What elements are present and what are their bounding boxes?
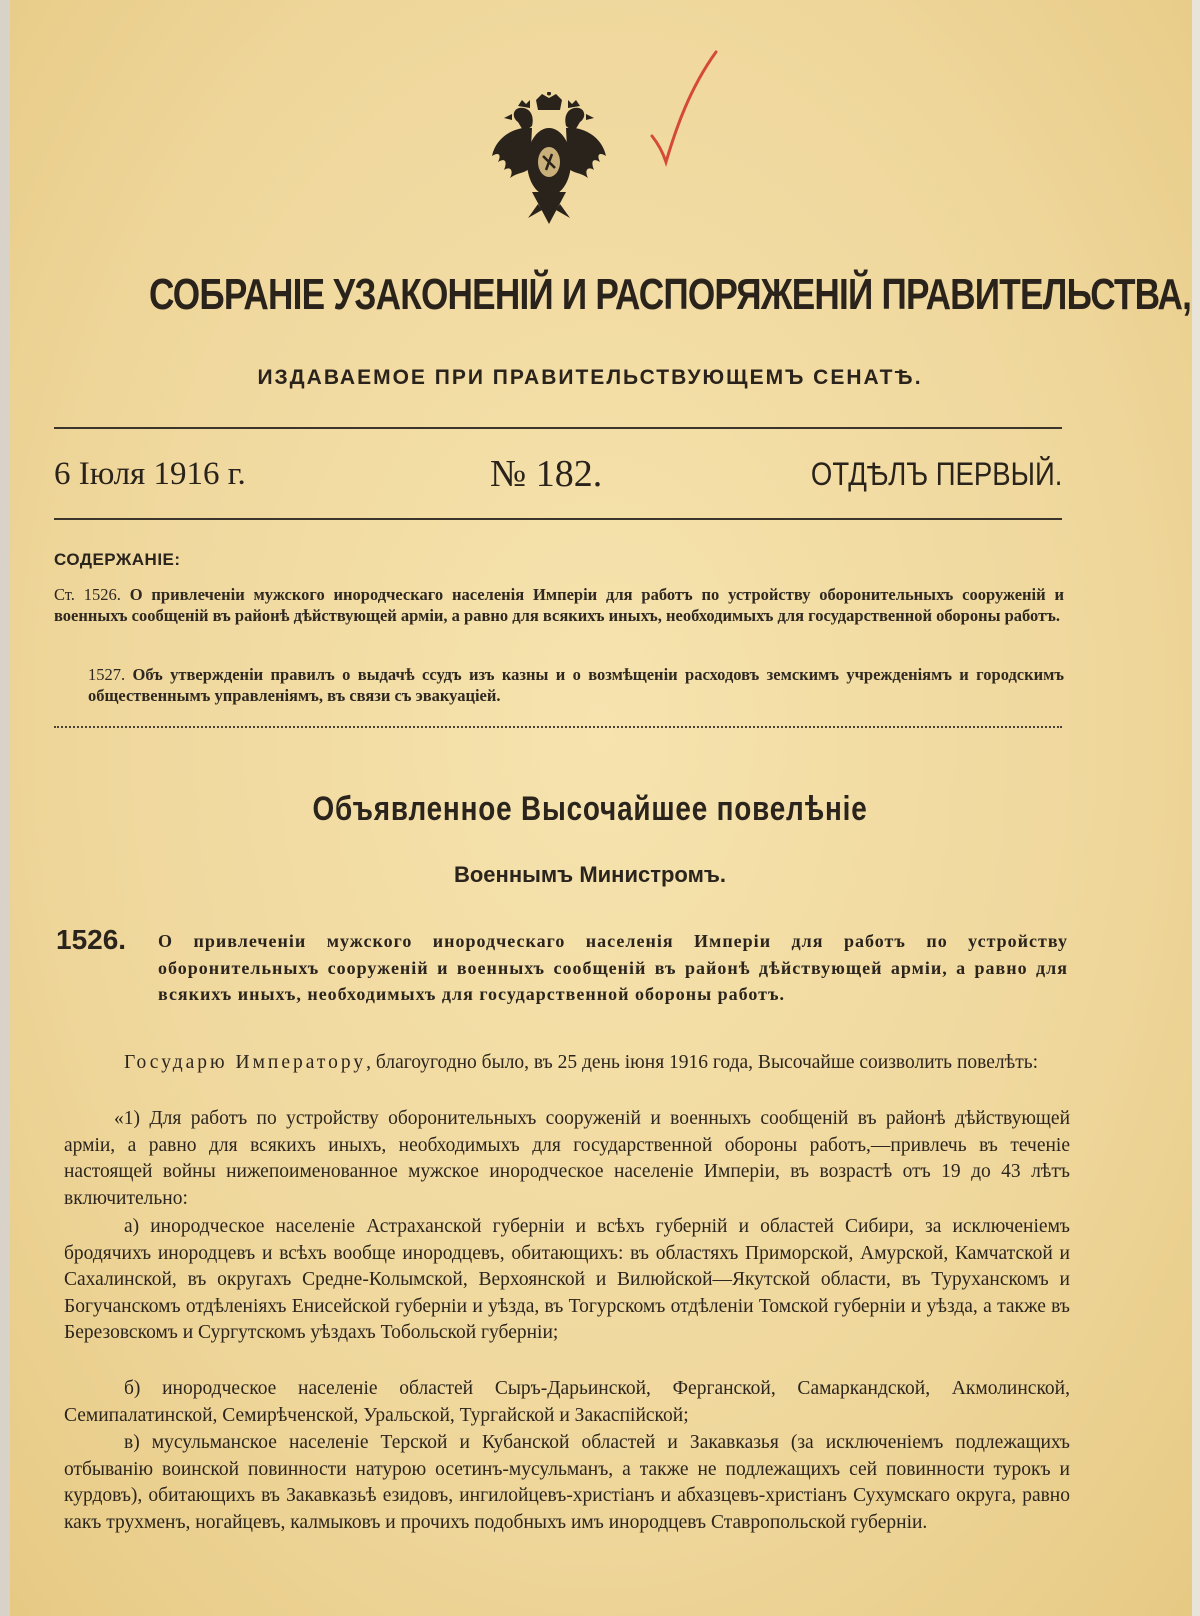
- paragraph-a-text: а) инородческое населеніе Астраханской губерніи и всѣхъ губерній и областей Сибири, за исключеніемъ бродячихъ инородцевъ и всѣхъ вообще инородцевъ, обитающихъ: въ областяхъ Приморской, Амурской, Камчатской и Сахалинской, въ округахъ Средне-Колымской, Верхоянской и Вилюйской—Якутской области, въ Туруханскомъ и Богучанскомъ отдѣленіяхъ Енисейской губерніи и уѣзда, въ Тогурскомъ отдѣленіи Томской губерніи и уѣзда, а также въ Березовскомъ и Сургутскомъ уѣздахъ Тобольской губерніи;: [64, 1216, 1070, 1344]
- contents-bottom-rule: [54, 726, 1062, 728]
- contents-item-number: 1527.: [88, 665, 126, 684]
- issue-section: ОТДѢЛЪ ПЕРВЫЙ.: [810, 456, 1062, 492]
- paragraph-a: [64, 1214, 1070, 1347]
- scan-edge-left: [0, 0, 10, 1616]
- paragraph-b-text: б) инородческое населеніе областей Сыръ-Дарьинской, Ферганской, Самаркандской, Акмолинской, Семипалатинской, Семирѣченской, Уральской, Тургайской и Закаспійской;: [64, 1378, 1070, 1426]
- header-bottom-rule: [54, 518, 1062, 520]
- masthead-title: СОБРАНІЕ УЗАКОНЕНІЙ И РАСПОРЯЖЕНІЙ ПРАВИТЕЛЬСТВА,: [149, 270, 1192, 319]
- masthead-subtitle: ИЗДАВАЕМОЕ ПРИ ПРАВИТЕЛЬСТВУЮЩЕМЪ СЕНАТѢ.: [257, 366, 923, 389]
- paragraph-1: [64, 1106, 1070, 1212]
- article-title: О привлеченіи мужского инородческаго населенія Имперіи для работъ по устройству оборонительныхъ сооруженій и военныхъ сообщеній въ районѣ дѣйствующей арміи, а равно для всякихъ иныхъ, необходимыхъ для государственной обороны работъ.: [158, 931, 1068, 1004]
- article-number: 1526.: [56, 924, 127, 955]
- contents-item-1526: [54, 584, 1064, 626]
- paragraph-c-text: в) мусульманское населеніе Терской и Кубанской областей и Закавказья (за исключеніемъ подлежащихъ отбыванію воинской повинности натурою осетинъ-мусульманъ, а также не подлежащихъ сей повинности турокъ и курдовъ), обитающихъ въ Закавказьѣ езидовъ, ингилойцевъ-христіанъ и абхазцевъ-христіанъ Сухумскаго округа, равно какъ трухменъ, ногайцевъ, калмыковъ и прочихъ подобныхъ имъ инородцевъ Ставропольской губерніи.: [64, 1432, 1070, 1533]
- contents-item-1527: [88, 664, 1064, 706]
- paragraph-1-text: «1) Для работъ по устройству оборонительныхъ сооруженій и военныхъ сообщеній въ районѣ дѣйствующей арміи, а равно для всякихъ иныхъ, необходимыхъ для государственной обороны работъ,—привлечь въ теченіе настоящей войны нижепоименованное мужское инородческое населеніе Имперіи, въ возрастѣ отъ 19 до 43 лѣтъ включительно:: [64, 1108, 1070, 1209]
- contents-item-text: Объ утвержденіи правилъ о выдачѣ ссудъ изъ казны и о возмѣщеніи расходовъ земскимъ учрежденіямъ и городскимъ общественнымъ управленіямъ, въ связи съ эвакуаціей.: [88, 665, 1065, 705]
- article-intro: [64, 1050, 1070, 1077]
- intro-emperor: Государю Императору: [124, 1052, 367, 1073]
- contents-item-text: О привлеченіи мужского инородческаго населенія Имперіи для работъ по устройству оборонительныхъ сооруженій и военныхъ сообщеній въ районѣ дѣйствующей арміи, а равно для всякихъ иныхъ, необходимыхъ для государственной обороны работъ.: [54, 585, 1065, 625]
- double-headed-eagle-emblem: [488, 92, 610, 232]
- paragraph-c: [64, 1430, 1070, 1536]
- contents-heading: СОДЕРЖАНІЕ:: [54, 550, 181, 569]
- intro-rest: , благоугодно было, въ 25 день іюня 1916 года, Высочайше соизволить повелѣть:: [366, 1052, 1039, 1073]
- decree-subtitle: Военнымъ Министромъ.: [453, 862, 727, 887]
- header-top-rule: [54, 427, 1062, 429]
- decree-title: Объявленное Высочайшее повелѣніе: [312, 790, 868, 828]
- issue-number: № 182.: [490, 453, 603, 495]
- issue-date: 6 Іюля 1916 г.: [54, 456, 246, 492]
- contents-item-number: Ст. 1526.: [54, 585, 121, 604]
- scan-edge-right: [1192, 0, 1200, 1616]
- red-check-mark: [650, 48, 720, 178]
- paragraph-b: [64, 1376, 1070, 1429]
